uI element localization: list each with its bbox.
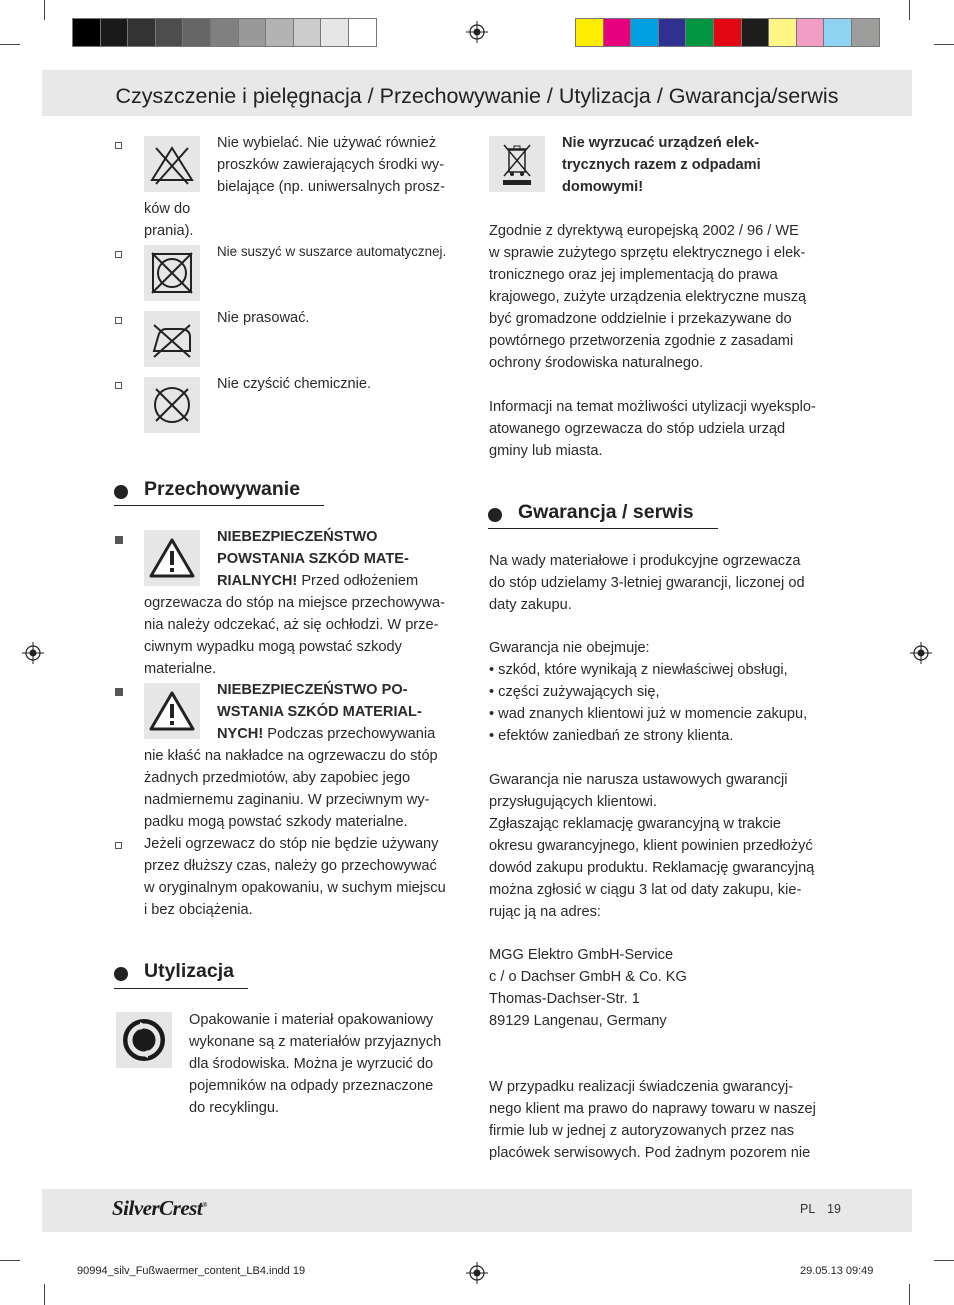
care-text-1b: proszków zawierających środki wy- [217, 157, 445, 173]
warranty-p2-line-1: Gwarancja nie obejmuje: [489, 640, 650, 656]
page-number: 19 [827, 1202, 841, 1216]
storage-note-line-1: Jeżeli ogrzewacz do stóp nie będzie używany [144, 836, 439, 852]
no-bleach-icon-box [144, 136, 200, 192]
warranty-p4-line-1: W przypadku realizacji świadczenia gwarancyj- [489, 1079, 794, 1095]
warning-1-line-7: materialne. [144, 661, 217, 677]
warranty-bullet: • wad znanych klientowi już w momencie zakupu, [489, 706, 808, 722]
square-bullet [115, 536, 123, 544]
color-swatch [685, 18, 714, 47]
warning-2-line-2: WSTANIA SZKÓD MATERIAL- [217, 704, 422, 720]
crop-mark [909, 1284, 910, 1305]
weee-p1-line-6: powtórnego przetworzenia zgodnie z zasadami [489, 333, 794, 349]
disposal-line-3: dla środowiska. Można je wyrzucić do [189, 1056, 434, 1072]
storage-heading: Przechowywanie [144, 478, 301, 500]
crossed-out-bin-icon [497, 140, 537, 188]
no-tumble-dry-icon-box [144, 245, 200, 301]
section-bullet [114, 967, 128, 981]
service-address-line: 89129 Langenau, Germany [489, 1013, 667, 1029]
crop-mark [934, 1260, 954, 1261]
warning-1-line-4: ogrzewacza do stóp na miejsce przechowywa- [144, 595, 445, 611]
page-title: Czyszczenie i pielęgnacja / Przechowywanie / Utylizacja / Gwarancja/serwis [115, 84, 839, 108]
crop-mark [934, 44, 954, 45]
storage-note-line-3: w oryginalnym opakowaniu, w suchym miejscu [144, 880, 446, 896]
color-swatch [320, 18, 349, 47]
warning-1-line-6: ciwnym wypadku mogą powstać szkody [144, 639, 402, 655]
heading-underline [114, 988, 248, 989]
disposal-line-1: Opakowanie i materiał opakowaniowy [189, 1012, 434, 1028]
weee-p2-line-2: atowanego ogrzewacza do stóp udziela urząd [489, 421, 786, 437]
storage-note-line-4: i bez obciążenia. [144, 902, 253, 918]
weee-icon-box [489, 136, 545, 192]
warning-1-line-3 [217, 570, 418, 592]
color-swatch [238, 18, 267, 47]
color-swatch [72, 18, 101, 47]
care-text-1c: bielające (np. uniwersalnych prosz- [217, 179, 445, 195]
registered-mark: ® [202, 1201, 207, 1209]
no-dry-clean-icon-box [144, 377, 200, 433]
color-swatch [713, 18, 742, 47]
weee-bold-line-3: domowymi! [562, 179, 644, 195]
warranty-p1-line-1: Na wady materiałowe i produkcyjne ogrzewacza [489, 553, 801, 569]
section-bullet [114, 485, 128, 499]
crop-mark [44, 1284, 45, 1305]
color-swatch [741, 18, 770, 47]
warranty-p1-line-3: daty zakupu. [489, 597, 572, 613]
disposal-line-4: pojemników na odpady przeznaczone [189, 1078, 434, 1094]
warning-1-line-2: POWSTANIA SZKÓD MATE- [217, 551, 409, 567]
color-swatch [265, 18, 294, 47]
checkbox-bullet [115, 842, 122, 849]
warning-2-line-7: padku mogą powstać szkody materialne. [144, 814, 408, 830]
warranty-p1-line-2: do stóp udzielamy 3-letniej gwarancji, liczonej od [489, 575, 805, 591]
color-swatch [155, 18, 184, 47]
warning-2-line-5: żadnych przedmiotów, aby zapobiec jego [144, 770, 411, 786]
checkbox-bullet [115, 251, 122, 258]
crop-mark [0, 44, 20, 45]
color-swatch [348, 18, 377, 47]
recycling-icon-box [116, 1012, 172, 1068]
warranty-p3-line-4: okresu gwarancyjnego, klient powinien przedłożyć [489, 838, 813, 854]
service-address-line: MGG Elektro GmbH-Service [489, 947, 674, 963]
weee-bold-line-1: Nie wyrzucać urządzeń elek- [562, 135, 760, 151]
no-dry-clean-icon [148, 381, 196, 429]
checkbox-bullet [115, 142, 122, 149]
storage-note-line-2: przez dłuższy czas, należy go przechowywać [144, 858, 437, 874]
warranty-p4-line-2: nego klient ma prawo do naprawy towaru w naszej [489, 1101, 816, 1117]
color-swatch [658, 18, 687, 47]
warning-triangle-icon [149, 537, 195, 579]
checkbox-bullet [115, 382, 122, 389]
disposal-line-5: do recyklingu. [189, 1100, 280, 1116]
registration-mark-icon [466, 1262, 488, 1284]
warning-2-line-4: nie kłaść na nakładce na ogrzewaczu do stóp [144, 748, 438, 764]
warning-icon-box [144, 683, 200, 739]
grayscale-color-bar [72, 18, 376, 47]
warranty-bullet: • efektów zaniedbań ze strony klienta. [489, 728, 734, 744]
warning-icon-box [144, 530, 200, 586]
warning-2-line-6: nadmiernemu zaginaniu. W przeciwnym wy- [144, 792, 430, 808]
warranty-p4-line-4: placówek serwisowych. Pod żadnym pozorem nie [489, 1145, 811, 1161]
crop-mark [44, 0, 45, 20]
warranty-p3-line-5: dowód zakupu produktu. Reklamację gwarancyjną [489, 860, 815, 876]
warning-triangle-icon [149, 690, 195, 732]
warning-2-line-3 [217, 723, 435, 745]
registration-mark-icon [22, 642, 44, 664]
care-text-1d: ków do [144, 201, 191, 217]
section-bullet [488, 508, 502, 522]
color-swatch [100, 18, 129, 47]
warning-1-line-5: nia należy odczekać, aż się ochłodzi. W prze- [144, 617, 439, 633]
disposal-line-2: wykonane są z materiałów przyjaznych [189, 1034, 442, 1050]
no-iron-icon [148, 315, 196, 363]
heading-underline [114, 505, 324, 506]
heading-underline [488, 528, 718, 529]
crop-mark [0, 1260, 20, 1261]
warning-2-label: NYCH! [217, 726, 264, 742]
process-color-bar [575, 18, 879, 47]
weee-p2-line-1: Informacji na temat możliwości utylizacji wyeksplo- [489, 399, 816, 415]
care-text-1e: prania). [144, 223, 194, 239]
file-slug: 90994_silv_Fußwaermer_content_LB4.indd 19 [77, 1265, 306, 1277]
warning-2-text: Podczas przechowywania [263, 726, 436, 742]
color-swatch [575, 18, 604, 47]
warranty-heading: Gwarancja / serwis [518, 501, 694, 523]
warranty-bullet: • szkód, które wynikają z niewłaściwej obsługi, [489, 662, 788, 678]
care-text-4: Nie czyścić chemicznie. [217, 376, 372, 392]
weee-bold-line-2: trycznych razem z odpadami [562, 157, 761, 173]
color-swatch [796, 18, 825, 47]
square-bullet [115, 688, 123, 696]
color-swatch [768, 18, 797, 47]
warranty-p3-line-2: przysługujących klientowi. [489, 794, 657, 810]
care-text-1a: Nie wybielać. Nie używać również [217, 135, 436, 151]
color-swatch [851, 18, 880, 47]
crop-mark [909, 0, 910, 20]
registration-mark-icon [466, 21, 488, 43]
color-swatch [630, 18, 659, 47]
registration-mark-icon [910, 642, 932, 664]
date-slug: 29.05.13 09:49 [800, 1265, 874, 1277]
green-dot-recycling-icon [122, 1018, 166, 1062]
weee-p1-line-3: tronicznego oraz jej implementacją do prawa [489, 267, 778, 283]
warranty-p3-line-1: Gwarancja nie narusza ustawowych gwarancji [489, 772, 788, 788]
language-code: PL [800, 1202, 816, 1216]
color-swatch [210, 18, 239, 47]
weee-p2-line-3: gminy lub miasta. [489, 443, 603, 459]
color-swatch [127, 18, 156, 47]
no-bleach-icon [148, 140, 196, 188]
brand-name: SilverCrest [112, 1196, 203, 1220]
color-swatch [603, 18, 632, 47]
checkbox-bullet [115, 317, 122, 324]
color-swatch [293, 18, 322, 47]
weee-p1-line-4: krajowego, zużyte urządzenia elektryczne muszą [489, 289, 807, 305]
warranty-p3-line-7: rując ją na adres: [489, 904, 601, 920]
care-text-3: Nie prasować. [217, 310, 310, 326]
brand-logo [112, 1196, 207, 1221]
warranty-p3-line-3: Zgłaszając reklamację gwarancyjną w trakcie [489, 816, 781, 832]
weee-p1-line-7: ochrony środowiska naturalnego. [489, 355, 704, 371]
color-swatch [823, 18, 852, 47]
service-address-line: Thomas-Dachser-Str. 1 [489, 991, 640, 1007]
no-iron-icon-box [144, 311, 200, 367]
warning-1-line-1: NIEBEZPIECZEŃSTWO [217, 529, 378, 545]
weee-p1-line-2: w sprawie zużytego sprzętu elektrycznego i elek- [489, 245, 806, 261]
weee-p1-line-5: być gromadzone oddzielnie i przekazywane do [489, 311, 792, 327]
disposal-heading: Utylizacja [144, 960, 234, 982]
weee-p1-line-1: Zgodnie z dyrektywą europejską 2002 / 96 / WE [489, 223, 799, 239]
warning-1-text: Przed odłożeniem [297, 573, 419, 589]
no-tumble-dry-icon [148, 249, 196, 297]
care-text-2: Nie suszyć w suszarce automatycznej. [217, 244, 447, 259]
warranty-p3-line-6: można zgłosić w ciągu 3 lat od daty zakupu, kie- [489, 882, 802, 898]
warranty-p4-line-3: firmie lub w jednej z autoryzowanych przez nas [489, 1123, 794, 1139]
warning-2-line-1: NIEBEZPIECZEŃSTWO PO- [217, 682, 408, 698]
warranty-bullet: • części zużywających się, [489, 684, 660, 700]
warning-1-label: RIALNYCH! [217, 573, 298, 589]
service-address-line: c / o Dachser GmbH & Co. KG [489, 969, 687, 985]
color-swatch [182, 18, 211, 47]
